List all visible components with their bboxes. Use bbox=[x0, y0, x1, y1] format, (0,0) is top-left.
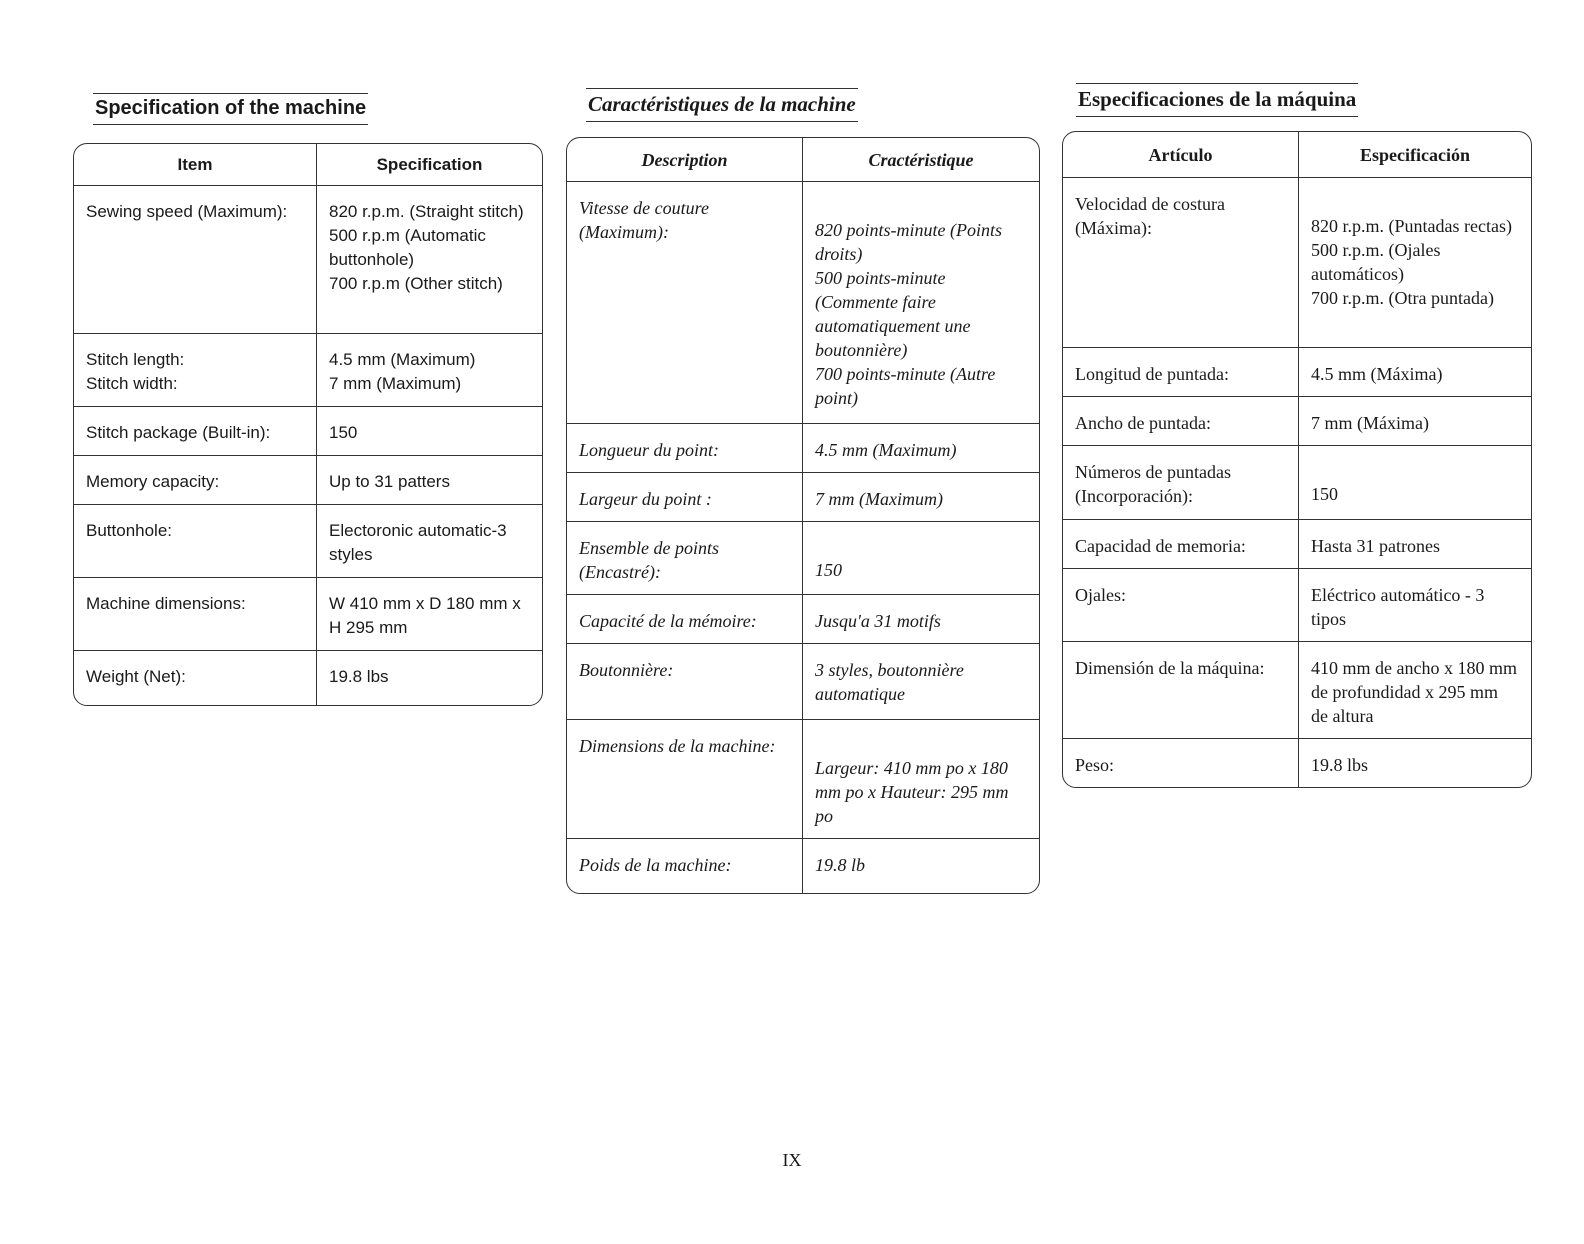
item-line: Stitch length: bbox=[86, 350, 185, 369]
french-spec-table bbox=[566, 137, 1040, 894]
row-item: Longitud de puntada: bbox=[1063, 348, 1299, 397]
table-row bbox=[567, 182, 1039, 424]
row-spec: 19.8 lbs bbox=[1311, 755, 1369, 775]
spec-line: 820 points-minute (Points droits) bbox=[815, 220, 1002, 264]
row-spec bbox=[317, 334, 542, 407]
row-item: Sewing speed (Maximum): bbox=[74, 186, 317, 334]
table-row bbox=[567, 720, 1039, 839]
row-spec: 150 bbox=[1299, 446, 1531, 520]
row-spec: Eléctrico automático - 3 tipos bbox=[1299, 569, 1531, 642]
english-spec-table bbox=[73, 143, 543, 706]
table-row bbox=[567, 595, 1039, 644]
page-number: IX bbox=[782, 1150, 802, 1170]
french-heading: Caractéristiques de la machine bbox=[586, 88, 858, 122]
row-item: Longueur du point: bbox=[567, 424, 803, 473]
row-spec: Up to 31 patters bbox=[317, 456, 542, 505]
row-spec bbox=[803, 182, 1039, 424]
spec-line: 820 r.p.m. (Puntadas rectas) bbox=[1311, 216, 1512, 236]
spanish-spec-section bbox=[1062, 83, 1517, 775]
row-spec: Largeur: 410 mm po x 180 mm po x Hauteur: 295 mm po bbox=[803, 720, 1039, 839]
table-row bbox=[1063, 739, 1531, 787]
row-item: Boutonnière: bbox=[567, 644, 803, 720]
row-spec: 19.8 lbs bbox=[329, 667, 389, 686]
table-row bbox=[567, 644, 1039, 720]
row-spec: Hasta 31 patrones bbox=[1299, 520, 1531, 569]
table-row bbox=[1063, 569, 1531, 642]
spec-line: 820 r.p.m. (Straight stitch) bbox=[329, 202, 524, 221]
table-row bbox=[1063, 397, 1531, 446]
row-item: Poids de la machine: bbox=[567, 839, 803, 893]
table-row bbox=[567, 839, 1039, 893]
table-row bbox=[74, 407, 542, 456]
row-spec bbox=[317, 186, 542, 334]
row-spec: 4.5 mm (Maximum) bbox=[803, 424, 1039, 473]
row-item: Stitch package (Built-in): bbox=[74, 407, 317, 456]
spec-line: 700 r.p.m (Other stitch) bbox=[329, 274, 503, 293]
row-item: Machine dimensions: bbox=[74, 578, 317, 651]
row-spec: Jusqu'a 31 motifs bbox=[803, 595, 1039, 644]
spec-line: 500 points-minute (Commente faire automatiquement une boutonnière) bbox=[815, 268, 971, 360]
row-item: Capacidad de memoria: bbox=[1063, 520, 1299, 569]
table-row bbox=[74, 334, 542, 407]
table-row bbox=[1063, 178, 1531, 348]
row-spec: 4.5 mm (Máxima) bbox=[1299, 348, 1531, 397]
table-row bbox=[567, 522, 1039, 595]
spanish-heading: Especificaciones de la máquina bbox=[1076, 83, 1358, 117]
header-item: Artículo bbox=[1063, 132, 1299, 178]
row-item: Ancho de puntada: bbox=[1063, 397, 1299, 446]
table-row bbox=[74, 186, 542, 334]
header-item: Description bbox=[567, 138, 803, 182]
spec-line: 4.5 mm (Maximum) bbox=[329, 350, 476, 369]
row-item: Ensemble de points (Encastré): bbox=[567, 522, 803, 595]
row-spec: 150 bbox=[803, 522, 1039, 595]
row-item: Velocidad de costura (Máxima): bbox=[1063, 178, 1299, 348]
spec-line: 700 r.p.m. (Otra puntada) bbox=[1311, 288, 1494, 308]
english-heading: Specification of the machine bbox=[93, 93, 368, 125]
table-row bbox=[1063, 446, 1531, 520]
table-header-row bbox=[567, 138, 1039, 182]
table-header-row bbox=[74, 144, 542, 186]
header-spec: Cractéristique bbox=[803, 138, 1039, 182]
item-line: Stitch width: bbox=[86, 374, 178, 393]
row-item: Largeur du point : bbox=[567, 473, 803, 522]
row-spec: 150 bbox=[317, 407, 542, 456]
row-item: Capacité de la mémoire: bbox=[567, 595, 803, 644]
english-spec-section bbox=[73, 93, 524, 686]
row-spec: 7 mm (Maximum) bbox=[803, 473, 1039, 522]
spec-line: 500 r.p.m. (Ojales automáticos) bbox=[1311, 240, 1441, 284]
table-row bbox=[567, 424, 1039, 473]
table-header-row bbox=[1063, 132, 1531, 178]
spanish-spec-table bbox=[1062, 131, 1532, 788]
row-item bbox=[74, 334, 317, 407]
table-row bbox=[567, 473, 1039, 522]
table-row bbox=[74, 456, 542, 505]
row-spec: 410 mm de ancho x 180 mm de profundidad x 295 mm de altura bbox=[1299, 642, 1531, 739]
header-spec: Especificación bbox=[1299, 132, 1531, 178]
row-spec: 7 mm (Máxima) bbox=[1299, 397, 1531, 446]
row-item: Números de puntadas (Incorporación): bbox=[1063, 446, 1299, 520]
spec-line: 500 r.p.m (Automatic buttonhole) bbox=[329, 226, 486, 269]
row-item: Peso: bbox=[1063, 739, 1299, 787]
french-spec-section bbox=[566, 88, 1009, 875]
row-spec bbox=[1299, 178, 1531, 348]
row-item: Vitesse de couture (Maximum): bbox=[567, 182, 803, 424]
header-spec: Specification bbox=[317, 144, 542, 186]
row-item: Ojales: bbox=[1063, 569, 1299, 642]
row-item: Memory capacity: bbox=[74, 456, 317, 505]
row-item: Dimensión de la máquina: bbox=[1063, 642, 1299, 739]
table-row bbox=[74, 505, 542, 578]
row-item: Dimensions de la machine: bbox=[567, 720, 803, 839]
row-spec: Electoronic automatic-3 styles bbox=[317, 505, 542, 578]
row-spec: W 410 mm x D 180 mm x H 295 mm bbox=[317, 578, 542, 651]
table-row bbox=[1063, 520, 1531, 569]
row-item: Weight (Net): bbox=[74, 651, 317, 705]
spec-line: 700 points-minute (Autre point) bbox=[815, 364, 996, 408]
table-row bbox=[1063, 348, 1531, 397]
table-row bbox=[1063, 642, 1531, 739]
table-row bbox=[74, 578, 542, 651]
header-item: Item bbox=[74, 144, 317, 186]
row-item: Buttonhole: bbox=[74, 505, 317, 578]
row-spec: 3 styles, boutonnière automatique bbox=[803, 644, 1039, 720]
spec-line: 7 mm (Maximum) bbox=[329, 374, 462, 393]
table-row bbox=[74, 651, 542, 705]
row-spec: 19.8 lb bbox=[815, 855, 866, 875]
